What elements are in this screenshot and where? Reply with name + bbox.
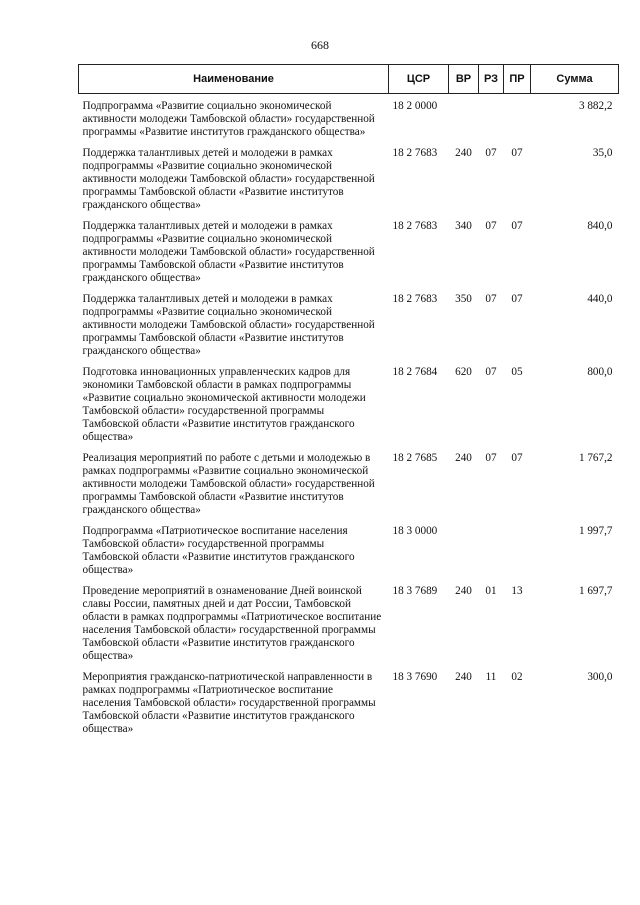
row-vr: 240: [455, 147, 472, 159]
page-number: 668: [311, 38, 329, 52]
row-sum: 1 697,7: [578, 585, 613, 597]
row-csr: 18 2 7683: [392, 220, 438, 232]
row-sum: 1 767,2: [578, 452, 613, 464]
row-sum: 1 997,7: [578, 525, 613, 537]
row-sum: 300,0: [587, 671, 613, 683]
row-rz: 01: [485, 585, 497, 597]
table-row: [79, 293, 619, 366]
table-row: [79, 366, 619, 452]
table-row: [79, 100, 619, 147]
row-name: Поддержка талантливых детей и молодежи в рамках подпрограммы «Развитие социально экономической активности молодежи Тамбовской области» государственной программы Тамбовской области «Развитие институтов гражданского общества»: [82, 147, 375, 211]
row-vr: 240: [455, 585, 472, 597]
row-csr: 18 2 7683: [392, 293, 438, 305]
row-rz: 07: [485, 220, 497, 232]
row-pr: 02: [511, 671, 523, 683]
table-row: [79, 671, 619, 744]
row-rz: 07: [485, 366, 497, 378]
row-vr: 620: [455, 366, 472, 378]
row-vr: 340: [455, 220, 472, 232]
row-pr: [504, 525, 531, 585]
row-pr: 07: [511, 452, 523, 464]
row-csr: 18 3 0000: [392, 525, 438, 537]
table-row: [79, 452, 619, 525]
row-pr: 07: [511, 293, 523, 305]
header-pr: ПР: [504, 65, 531, 94]
table-row: [79, 585, 619, 671]
row-vr: 240: [455, 671, 472, 683]
row-csr: 18 2 7685: [392, 452, 438, 464]
header-sum: Сумма: [531, 65, 619, 94]
row-rz: [479, 525, 504, 585]
row-vr: 240: [455, 452, 472, 464]
row-name: Подпрограмма «Развитие социально экономической активности молодежи Тамбовской области» государственной программы «Развитие институтов гражданского общества»: [82, 100, 375, 138]
header-name: Наименование: [79, 65, 389, 94]
row-name: Поддержка талантливых детей и молодежи в рамках подпрограммы «Развитие социально экономической активности молодежи Тамбовской области» государственной программы Тамбовской области «Развитие институтов гражданского общества»: [82, 293, 375, 357]
row-rz: 07: [485, 452, 497, 464]
row-sum: 35,0: [592, 147, 613, 159]
table-header: [79, 65, 619, 94]
row-csr: 18 3 7689: [392, 585, 438, 597]
header-csr: ЦСР: [389, 65, 449, 94]
row-rz: 11: [485, 671, 497, 683]
row-name: Поддержка талантливых детей и молодежи в рамках подпрограммы «Развитие социально экономической активности молодежи Тамбовской области» государственной программы Тамбовской области «Развитие институтов гражданского общества»: [82, 220, 375, 284]
table-row: [79, 220, 619, 293]
row-sum: 3 882,2: [578, 100, 613, 112]
row-pr: 07: [511, 147, 523, 159]
row-sum: 800,0: [587, 366, 613, 378]
row-rz: 07: [485, 293, 497, 305]
budget-table: [78, 64, 619, 744]
row-vr: 350: [455, 293, 472, 305]
row-csr: 18 2 7684: [392, 366, 438, 378]
row-rz: [479, 100, 504, 147]
header-vr: ВР: [449, 65, 479, 94]
row-pr: 05: [511, 366, 523, 378]
row-sum: 840,0: [587, 220, 613, 232]
table-row: [79, 525, 619, 585]
row-name: Подпрограмма «Патриотическое воспитание населения Тамбовской области» государственной программы Тамбовской области «Развитие институтов гражданского общества»: [82, 525, 355, 576]
row-pr: 13: [511, 585, 523, 597]
table-row: [79, 147, 619, 220]
row-vr: [449, 525, 479, 585]
row-csr: 18 2 7683: [392, 147, 438, 159]
row-name: Подготовка инновационных управленческих кадров для экономики Тамбовской области в рамках подпрограммы «Развитие социально экономической активности молодежи Тамбовской области» государственной программы Тамбовской области «Развитие институтов гражданского общества»: [82, 366, 366, 443]
row-pr: [504, 100, 531, 147]
row-vr: [449, 100, 479, 147]
row-sum: 440,0: [587, 293, 613, 305]
row-csr: 18 3 7690: [392, 671, 438, 683]
row-name: Реализация мероприятий по работе с детьми и молодежью в рамках подпрограммы «Развитие социально экономической активности молодежи Тамбовской области» государственной программы Тамбовской области «Развитие институтов гражданского общества»: [82, 452, 375, 516]
row-pr: 07: [511, 220, 523, 232]
row-name: Мероприятия гражданско-патриотической направленности в рамках подпрограммы «Патриотическое воспитание населения Тамбовской области» государственной программы Тамбовской области «Развитие институтов гражданского общества»: [82, 671, 376, 735]
row-csr: 18 2 0000: [392, 100, 438, 112]
table-body: [79, 94, 619, 745]
row-rz: 07: [485, 147, 497, 159]
header-rz: РЗ: [479, 65, 504, 94]
row-name: Проведение мероприятий в ознаменование Дней воинской славы России, памятных дней и дат России, Тамбовской области в рамках подпрограммы «Патриотическое воспитание населения Тамбовской области» государственной программы Тамбовской области «Развитие институтов гражданского общества»: [82, 585, 382, 662]
